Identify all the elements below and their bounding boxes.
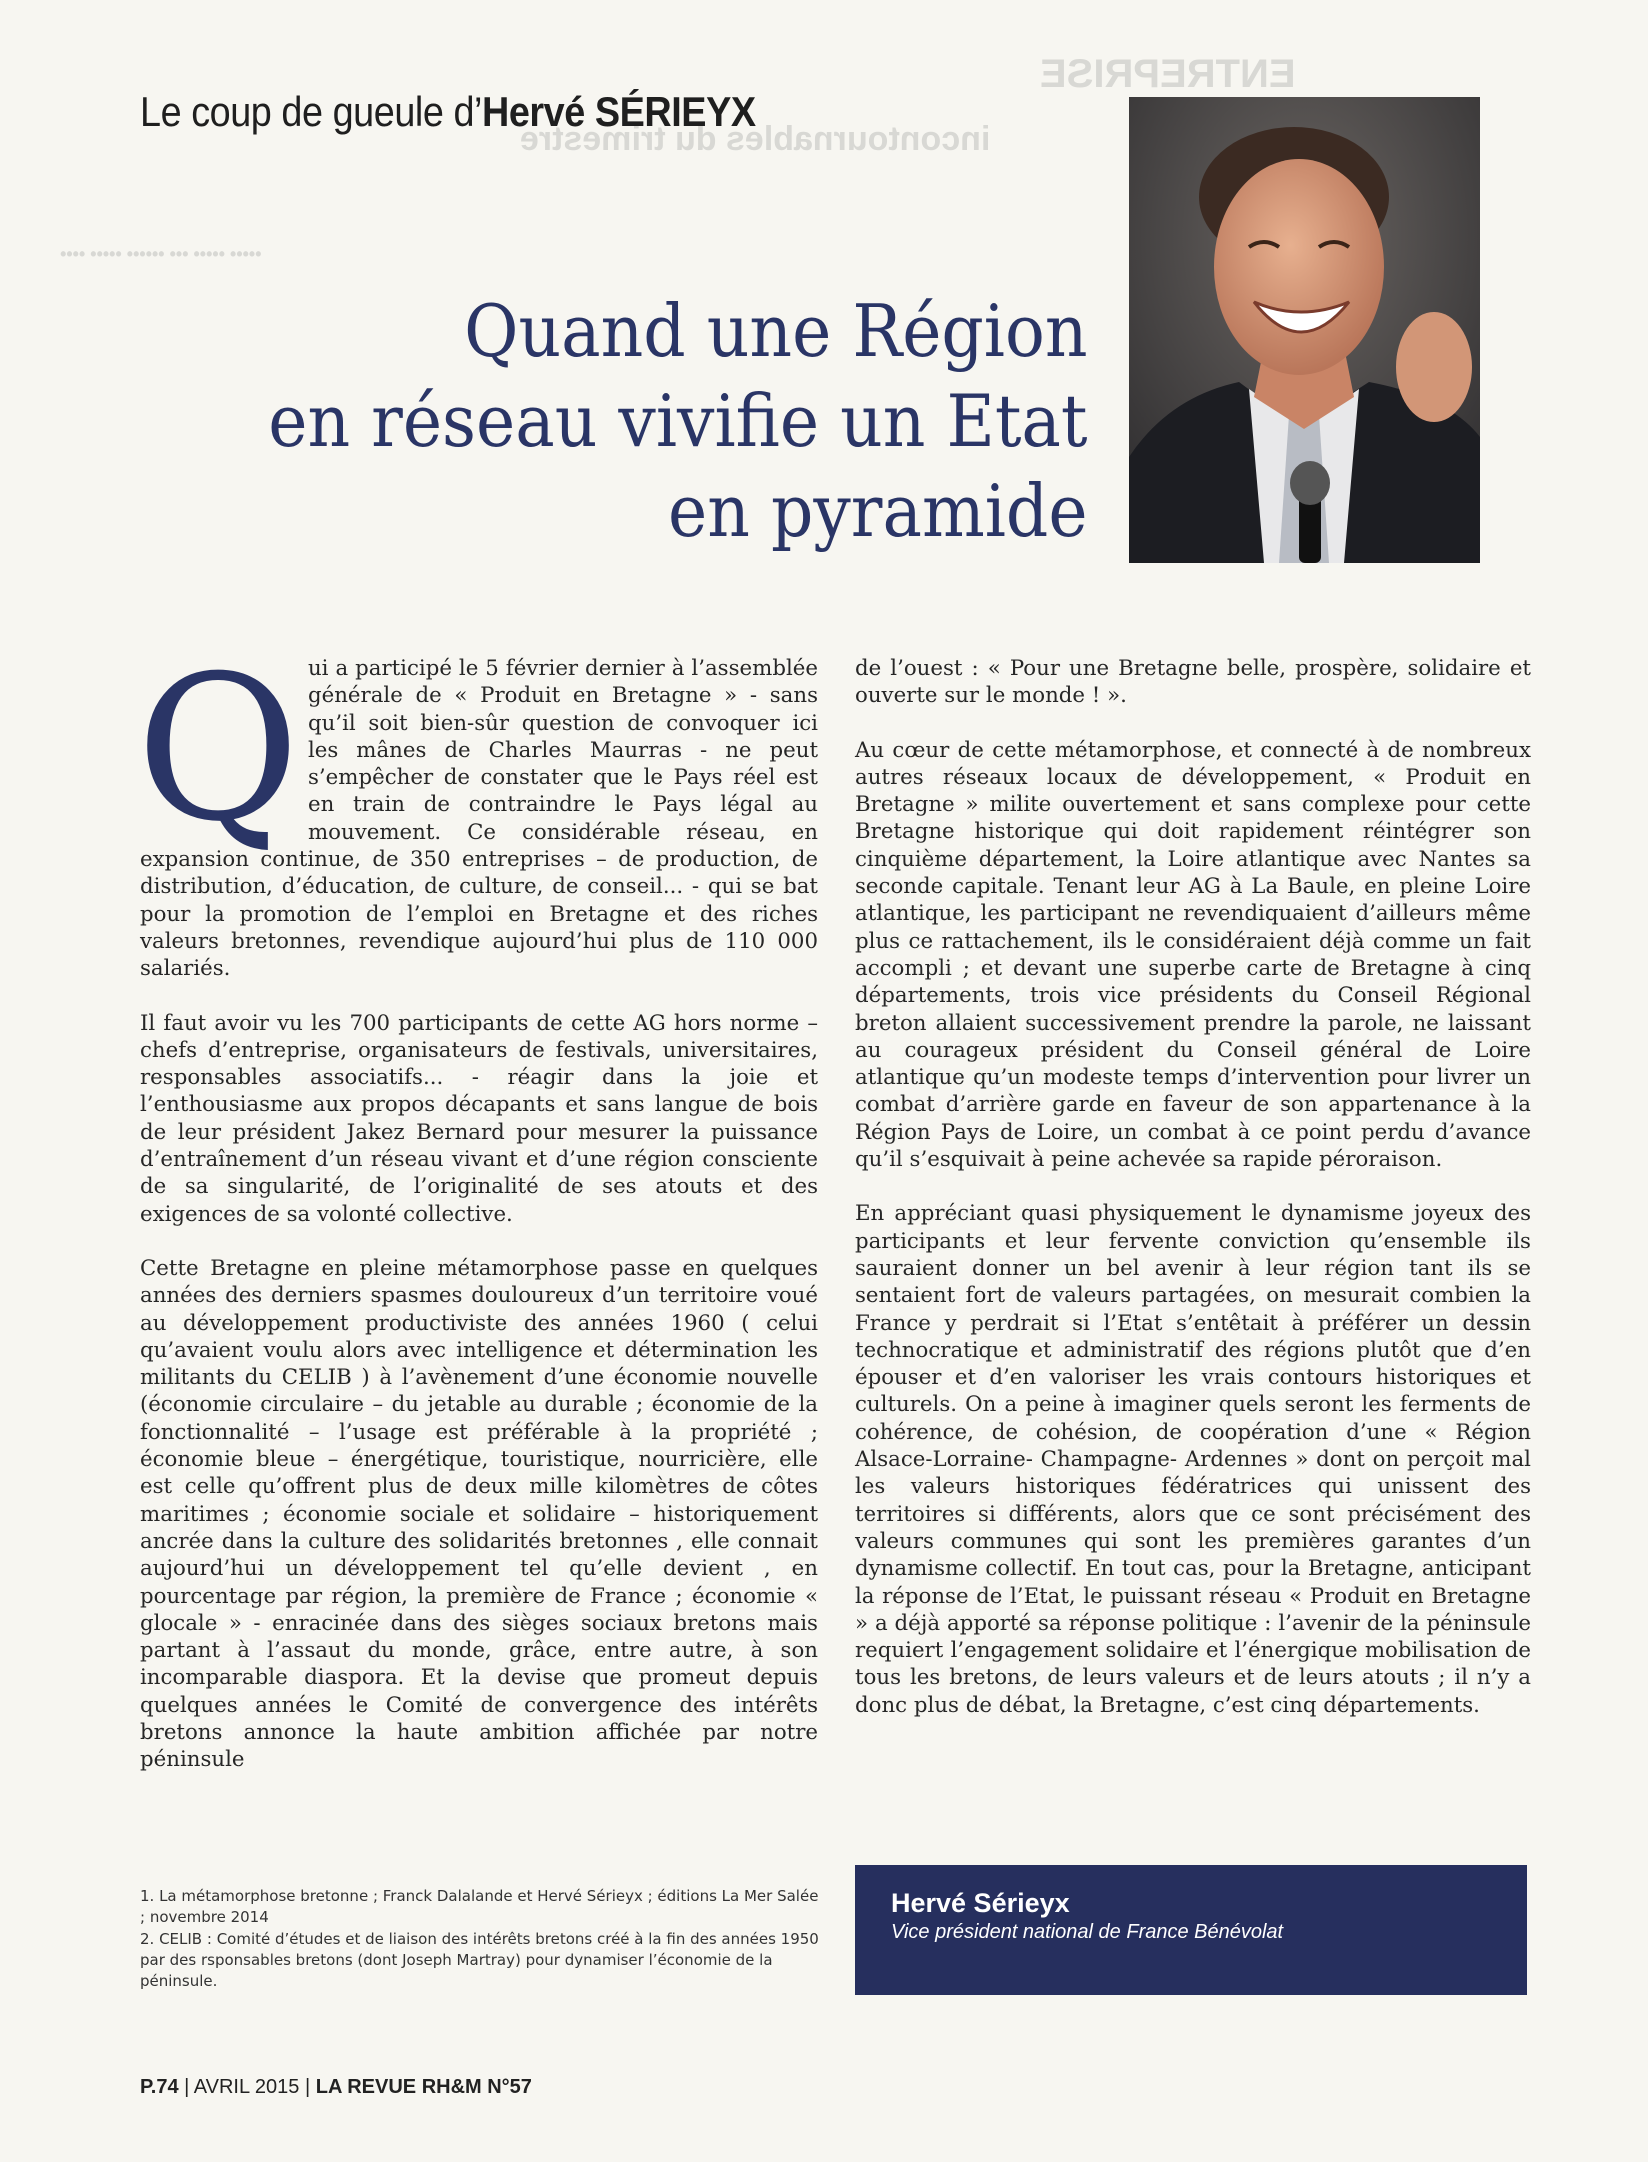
footer-separator: | (184, 2076, 194, 2098)
magazine-name: LA REVUE RH&M N°57 (315, 2076, 532, 2098)
rubric-prefix: Le coup de gueule d’ (140, 88, 482, 135)
show-through-texture: incontournables du trimestre (520, 120, 991, 158)
show-through-texture: ENTREPRISE (1040, 52, 1296, 96)
page-footer (140, 2076, 532, 2099)
footnote: 2. CELIB : Comité d’études et de liaison des intérêts bretons créé à la fin des années 1950 par des rsponsables bretons (dont Joseph Martray) pour dynamiser l’économie de la péninsule. (140, 1930, 819, 1990)
page-number: P.74 (140, 2076, 179, 2098)
article-paragraph: Au cœur de cette métamorphose, et connecté à de nombreux autres réseaux locaux de développement, « Produit en Bretagne » milite ouvertement et sans complexe pour cette Bretagne historique qui doit rapidement réintégrer son cinquième département, la Loire atlantique avec Nantes sa seconde capitale. Tenant leur AG à La Baule, en pleine Loire atlantique, les participant ne revendiquaient d’ailleurs même plus ce rattachement, ils le considéraient déjà comme un fait accompli ; et devant une superbe carte de Bretagne à cinq départements, trois vice présidents du Conseil Régional breton allaient successivement prendre la parole, ne laissant au courageux président du Conseil général de Loire atlantique qu’un modeste temps d’intervention pour livrer un combat d’arrière garde en faveur de son appartenance à la Région Pays de Loire, un combat à ce point perdu d’avance qu’il s’esquivait à peine achevée sa rapide péroraison. (855, 737, 1531, 1173)
show-through-texture: ••••• ••••• ••• •••••• ••••• •••• (60, 244, 262, 264)
rubric (140, 88, 756, 136)
author-photo (1129, 97, 1480, 563)
article-paragraph: Cette Bretagne en pleine métamorphose passe en quelques années des derniers spasmes douloureux d’un territoire voué au développement productiviste des années 1960 ( celui qu’avaient voulu alors avec intelligence et détermination les militants du CELIB ) à l’avènement d’une économie nouvelle (économie circulaire – du jetable au durable ; économie de la fonctionnalité – l’usage est préférable à la propriété ; économie bleue – énergétique, touristique, nourricière, elle est celle qu’offrent plus de deux mille kilomètres de côtes maritimes ; économie sociale et solidaire – historiquement ancrée dans la culture des solidarités bretonnes , elle connait aujourd’hui un développement tel qu’elle devient , en pourcentage par région, la première de France ; économie « glocale » - enracinée dans des sièges sociaux bretons mais partant à l’assaut du monde, grâce, entre autre, à son incomparable diaspora. Et la devise que promeut depuis quelques années le Comité de convergence des intérêts bretons annonce la haute ambition affichée par notre péninsule (140, 1255, 818, 1773)
signature-role: Vice président national de France Bénévolat (891, 1921, 1284, 1943)
article-paragraph: ui a participé le 5 février dernier à l’assemblée générale de « Produit en Bretagne » - sans qu’il soit bien-sûr question de convoquer ici les mânes de Charles Maurras - ne peut s’empêcher de constater que le Pays réel est en train de contraindre le Pays légal au mouvement. Ce considérable réseau, en expansion continue, de 350 entreprises – de production, de distribution, d’éducation, de culture, de conseil... - qui se bat pour la promotion de l’emploi en Bretagne et des riches valeurs bretonnes, revendique aujourd’hui plus de 110 000 salariés. (140, 656, 818, 982)
drop-cap: Q (136, 633, 300, 866)
headline-line: en réseau vivifie un Etat (268, 379, 1088, 463)
author-portrait-illustration (1129, 97, 1480, 563)
footnotes (140, 1886, 820, 1993)
article-paragraph: Il faut avoir vu les 700 participants de cette AG hors norme – chefs d’entreprise, organisateurs de festivals, universitaires, responsables associatifs... - réagir dans la joie et l’enthousiasme aux propos décapants et sans langue de bois de leur président Jakez Bernard pour mesurer la puissance d’entraînement d’un réseau vivant et d’une région consciente de sa singularité, de l’originalité de ses atouts et des exigences de sa volonté collective. (140, 1010, 818, 1227)
signature-name: Hervé Sérieyx (891, 1888, 1070, 1918)
article-column-left (136, 633, 818, 1801)
headline (269, 286, 1088, 556)
author-signature-box (855, 1865, 1527, 1995)
rubric-author: Hervé SÉRIEYX (482, 88, 756, 135)
footer-separator: | (304, 2076, 316, 2098)
article-paragraph: En appréciant quasi physiquement le dynamisme joyeux des participants et leur fervente conviction qu’ensemble ils sauraient donner un bel avenir à leur région tant ils se sentaient fort de valeurs partagées, on mesurait combien la France y perdrait si l’Etat s’entêtait à préférer un dessin technocratique et administratif des régions plutôt que d’en épouser et d’en valoriser les vrais contours historiques et culturels. On a peine à imaginer quels seront les ferments de cohérence, de cohésion, de coopération d’une « Région Alsace-Lorraine- Champagne- Ardennes » dont on perçoit mal les valeurs historiques fédératrices qui unissent des territoires si différents, alors que ce sont précisément des valeurs communes qui sont les premières garantes d’un dynamisme collectif. En tout cas, pour la Bretagne, anticipant la réponse de l’Etat, le puissant réseau « Produit en Bretagne » a déjà apporté sa réponse politique : l’avenir de la péninsule requiert l’engagement solidaire et l’énergique mobilisation de tous les bretons, de leurs valeurs et de leurs atouts ; il n’y a donc plus de débat, la Bretagne, c’est cinq départements. (855, 1201, 1531, 1718)
headline-line: Quand une Région (464, 289, 1088, 373)
footnote: 1. La métamorphose bretonne ; Franck Dalalande et Hervé Sérieyx ; éditions La Mer Salée ; novembre 2014 (140, 1887, 819, 1926)
headline-line: en pyramide (668, 469, 1088, 553)
issue-date: AVRIL 2015 (193, 2076, 300, 2098)
article-column-right (855, 655, 1531, 1746)
article-paragraph: de l’ouest : « Pour une Bretagne belle, prospère, solidaire et ouverte sur le monde ! ». (855, 656, 1531, 709)
